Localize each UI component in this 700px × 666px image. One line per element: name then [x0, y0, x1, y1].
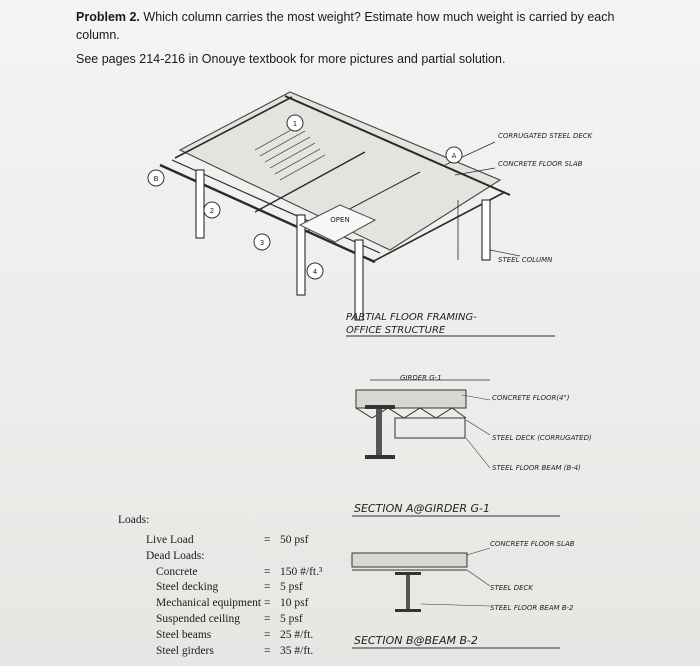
load-equals: = [264, 565, 271, 578]
load-label: Concrete [156, 565, 198, 578]
section-a-callout-concrete: CONCRETE FLOOR(4") [492, 394, 570, 402]
section-a-callout-deck: STEEL DECK (CORRUGATED) [492, 434, 592, 442]
load-row [118, 550, 358, 566]
opening-label: OPEN [330, 216, 350, 224]
section-a-title: SECTION A@GIRDER G-1 [354, 502, 490, 515]
load-value: 50 psf [280, 534, 309, 546]
framing-caption-2: OFFICE STRUCTURE [346, 325, 446, 336]
grid-label-3: 3 [259, 239, 265, 247]
section-b-callout-deck: STEEL DECK [490, 584, 533, 592]
loads-heading: Loads: [118, 514, 150, 526]
section-b-title: SECTION B@BEAM B-2 [354, 634, 478, 647]
load-equals: = [264, 628, 271, 641]
load-equals: = [264, 534, 271, 546]
load-equals: = [264, 613, 271, 625]
load-equals: = [264, 644, 271, 657]
section-b-callout-beam: STEEL FLOOR BEAM B-2 [490, 604, 574, 612]
load-value: 25 #/ft. [280, 628, 314, 641]
grid-label-a: A [451, 152, 457, 160]
load-value: 35 #/ft. [280, 644, 314, 657]
section-b-callout-concrete: CONCRETE FLOOR SLAB [490, 540, 575, 548]
load-row [118, 581, 358, 597]
callout-corrugated-deck: CORRUGATED STEEL DECK [498, 132, 593, 140]
load-value: 10 psf [280, 597, 309, 610]
load-label: Live Load [146, 534, 194, 546]
textbook-reference: See pages 214-216 in Onouye textbook for more pictures and partial solution. [76, 52, 506, 66]
load-row [118, 629, 358, 645]
load-label: Steel beams [156, 628, 212, 641]
load-equals: = [264, 597, 271, 610]
load-row [118, 597, 358, 613]
load-label: Dead Loads: [146, 549, 205, 562]
load-row [118, 534, 358, 550]
problem-label: Problem 2. [76, 10, 140, 24]
load-value: 150 #/ft.³ [280, 565, 323, 578]
load-label: Suspended ceiling [156, 613, 240, 625]
load-value: 5 psf [280, 581, 303, 594]
load-equals: = [264, 581, 271, 594]
grid-label-4: 4 [312, 268, 318, 276]
girder-label: GIRDER G-1 [400, 374, 442, 382]
problem-question: Which column carries the most weight? Estimate how much weight is carried by each column. [76, 10, 615, 42]
section-b-drawing [352, 548, 560, 648]
grid-label-1: 1 [292, 120, 298, 128]
load-row [118, 566, 358, 582]
load-row [118, 613, 358, 629]
load-value: 5 psf [280, 613, 303, 625]
load-label: Steel decking [156, 581, 219, 594]
load-label: Mechanical equipment [156, 597, 262, 610]
section-a-callout-beam: STEEL FLOOR BEAM (B-4) [492, 464, 581, 472]
grid-label-2: 2 [209, 207, 215, 215]
callout-concrete-slab: CONCRETE FLOOR SLAB [498, 160, 583, 168]
callout-steel-column: STEEL COLUMN [498, 256, 553, 264]
load-row [118, 645, 358, 661]
grid-label-b: B [153, 175, 159, 183]
framing-caption-1: PARTIAL FLOOR FRAMING- [346, 312, 477, 323]
load-label: Steel girders [156, 644, 214, 657]
